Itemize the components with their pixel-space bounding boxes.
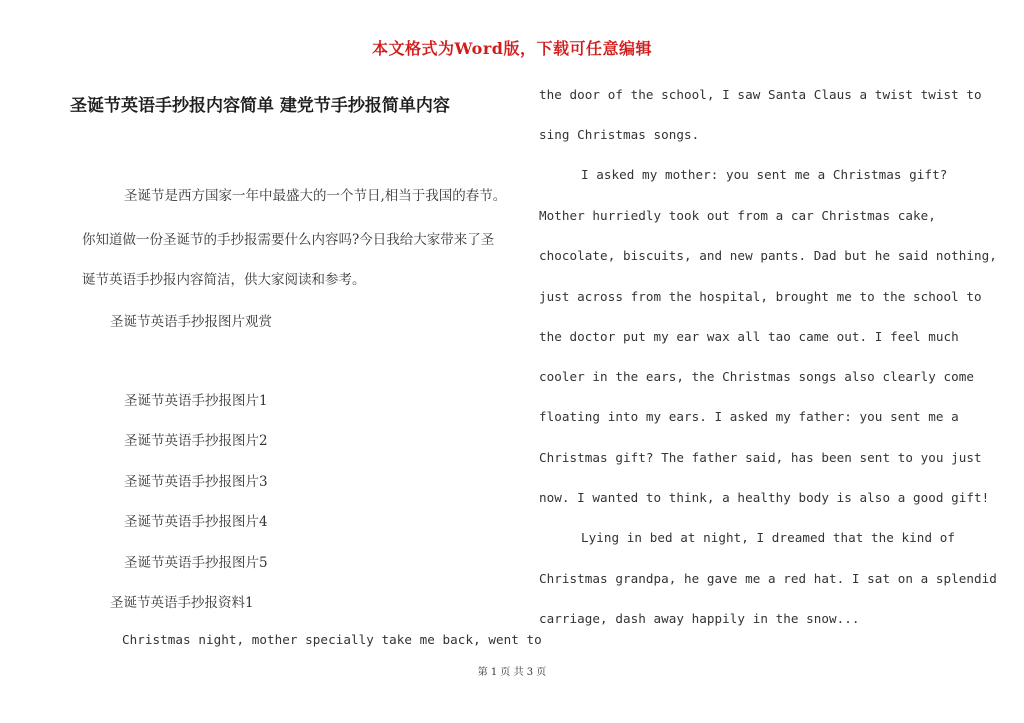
story-line: I asked my mother: you sent me a Christmas gift?	[581, 167, 948, 182]
story-line: the doctor put my ear wax all tao came out. I feel much	[539, 329, 959, 344]
image-item: 圣诞节英语手抄报图片1	[124, 393, 268, 409]
page-title: 圣诞节英语手抄报内容简单 建党节手抄报简单内容	[70, 96, 450, 116]
intro-line: 你知道做一份圣诞节的手抄报需要什么内容吗?今日我给大家带来了圣	[82, 232, 495, 248]
image-item: 圣诞节英语手抄报图片5	[124, 555, 268, 571]
image-item: 圣诞节英语手抄报图片2	[124, 433, 268, 449]
story-line: Lying in bed at night, I dreamed that the kind of	[581, 530, 955, 545]
story-line: floating into my ears. I asked my father: you sent me a	[539, 409, 959, 424]
story-line: Christmas gift? The father said, has been sent to you just	[539, 450, 982, 465]
intro-line: 圣诞节是西方国家一年中最盛大的一个节日,相当于我国的春节。	[124, 188, 507, 204]
story-line: cooler in the ears, the Christmas songs also clearly come	[539, 369, 975, 384]
story-line: just across from the hospital, brought me to the school to	[539, 289, 982, 304]
story-line: Mother hurriedly took out from a car Christmas cake,	[539, 208, 936, 223]
story-line: chocolate, biscuits, and new pants. Dad but he said nothing,	[539, 248, 997, 263]
story-line: the door of the school, I saw Santa Claus a twist twist to	[539, 87, 982, 102]
material-heading: 圣诞节英语手抄报资料1	[110, 595, 254, 611]
image-item: 圣诞节英语手抄报图片3	[124, 474, 268, 490]
story-line: Christmas grandpa, he gave me a red hat. I sat on a splendid	[539, 571, 997, 586]
word-format-banner: 本文格式为Word版，下载可任意编辑	[372, 39, 652, 58]
story-line: carriage, dash away happily in the snow...	[539, 611, 860, 626]
story-line: sing Christmas songs.	[539, 127, 700, 142]
image-item: 圣诞节英语手抄报图片4	[124, 514, 268, 530]
page-number-footer: 第 1 页 共 3 页	[477, 667, 547, 678]
section-heading: 圣诞节英语手抄报图片观赏	[110, 314, 272, 330]
story-line: Christmas night, mother specially take me back, went to	[122, 632, 542, 647]
intro-line: 诞节英语手抄报内容简洁，供大家阅读和参考。	[82, 272, 366, 288]
story-line: now. I wanted to think, a healthy body is also a good gift!	[539, 490, 990, 505]
